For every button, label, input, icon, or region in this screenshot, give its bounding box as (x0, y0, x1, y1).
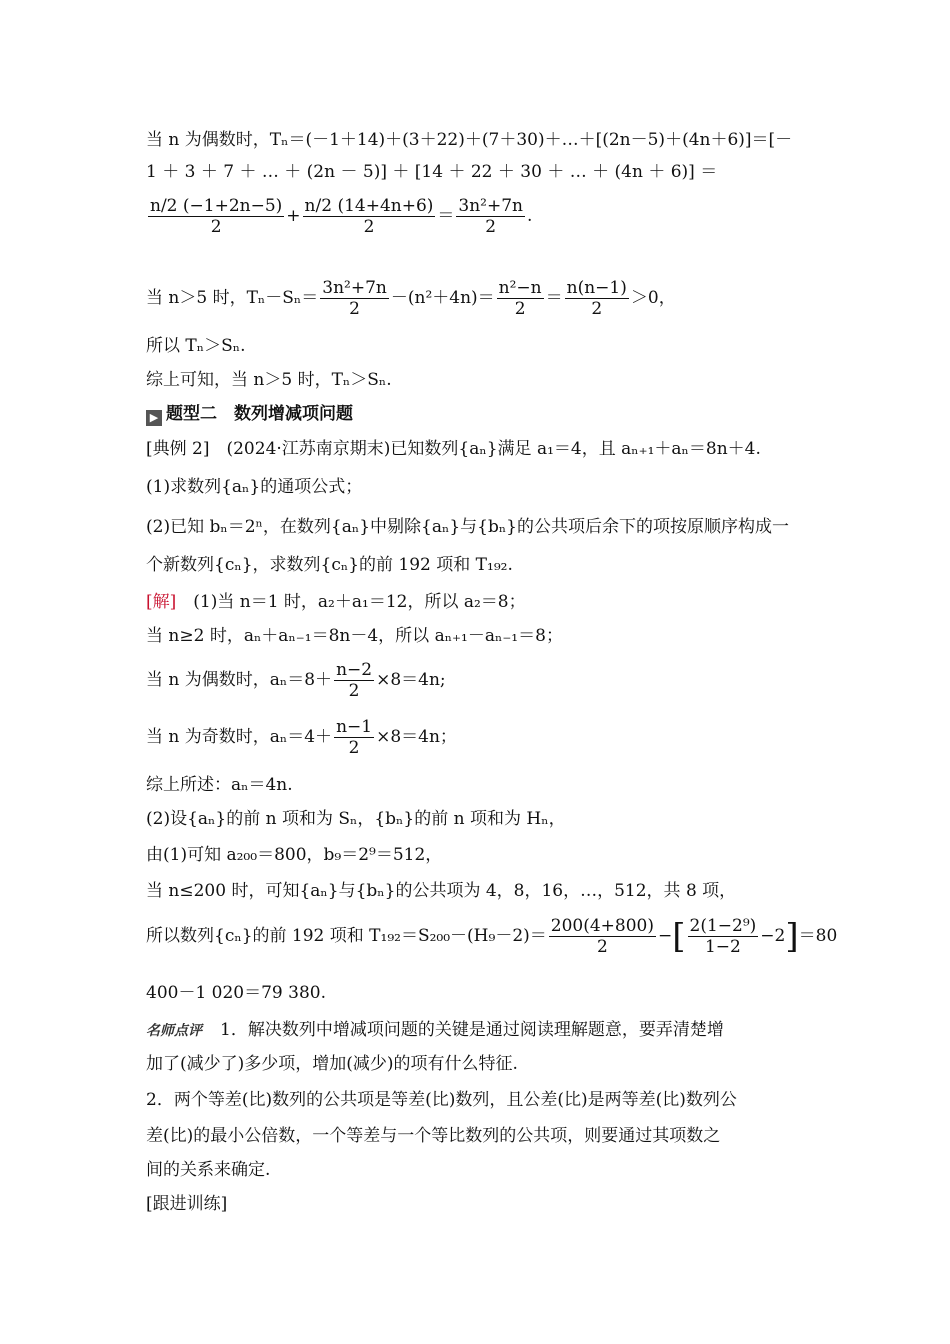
fraction (334, 717, 374, 758)
text: ×8＝4n； (376, 727, 457, 747)
text: 当 n 为偶数时，aₙ＝8＋ (146, 670, 333, 690)
text-line: 当 n 为偶数时，Tₙ＝(－1＋14)＋(3＋22)＋(7＋30)＋…＋[(2n－5)＋(4n＋6)]＝[－ (146, 130, 793, 150)
text-line: 综上所述：aₙ＝4n. (146, 775, 293, 795)
text: ＞0， (630, 288, 676, 308)
text-line: 当 n≥2 时，aₙ＋aₙ₋₁＝8n－4，所以 aₙ₊₁－aₙ₋₁＝8； (146, 626, 563, 646)
formula-line (146, 660, 446, 701)
text: 当 n＞5 时，Tₙ－Sₙ＝ (146, 288, 319, 308)
fraction (549, 916, 656, 957)
numerator: 200(4+800) (550, 916, 654, 936)
text-line: 2．两个等差(比)数列的公共项是等差(比)数列，且公差(比)是两等差(比)数列公 (146, 1090, 737, 1110)
denominator: 2 (514, 299, 526, 319)
operator: + (286, 206, 301, 226)
fraction (334, 660, 374, 701)
denominator: 2 (348, 681, 360, 701)
heading-text: 题型二 数列增减项问题 (166, 404, 353, 424)
right-bracket: ] (785, 916, 799, 957)
operator: − (658, 926, 673, 946)
text-line: 400－1 020＝79 380. (146, 983, 327, 1003)
left-bracket: [ (672, 916, 686, 957)
numerator: n/2 (14+4n+6) (304, 196, 434, 216)
text: (1)当 n＝1 时，a₂＋a₁＝12，所以 a₂＝8； (176, 592, 526, 612)
numerator: n(n−1) (566, 278, 627, 298)
text: ＝80 (798, 926, 838, 946)
text-line: 由(1)可知 a₂₀₀＝800，b₉＝2⁹＝512， (146, 845, 443, 865)
denominator: 2 (348, 738, 360, 758)
fraction (688, 916, 759, 957)
text-line: (2)设{aₙ}的前 n 项和为 Sₙ，{bₙ}的前 n 项和为 Hₙ， (146, 809, 566, 829)
denominator: 2 (591, 299, 603, 319)
text: 当 n 为奇数时，aₙ＝4＋ (146, 727, 333, 747)
formula-line (146, 916, 837, 957)
text-line: 当 n≤200 时，可知{aₙ}与{bₙ}的公共项为 4，8，16，…，512，共 8 项， (146, 881, 737, 901)
text: 1．解决数列中增减项问题的关键是通过阅读理解题意，要弄清楚增 (220, 1020, 724, 1040)
solution-tag: [解] (146, 592, 177, 612)
text-line: [跟进训练] (146, 1194, 228, 1214)
text: －(n²＋4n)＝ (390, 288, 495, 308)
text-line: [典例 2] (2024·江苏南京期末)已知数列{aₙ}满足 a₁＝4，且 aₙ₊₁＋aₙ＝8n＋4. (146, 439, 761, 459)
punct: . (527, 206, 533, 226)
text-line: (1)求数列{aₙ}的通项公式； (146, 477, 363, 497)
denominator: 2 (349, 299, 360, 319)
teacher-comment-badge: 名师点评 (146, 1023, 202, 1039)
text-line: 1 ＋ 3 ＋ 7 ＋ … ＋ (2n － 5)] ＋ [14 ＋ 22 ＋ 30 ＋ … ＋ (4n ＋ 6)] ＝ (146, 162, 718, 182)
numerator: n−2 (336, 660, 373, 680)
fraction (456, 196, 525, 237)
operator: ＝ (545, 288, 563, 308)
numerator: 2(1−2⁹) (689, 916, 757, 936)
text: ×8＝4n; (376, 670, 446, 690)
text-line: 间的关系来确定. (146, 1160, 271, 1180)
text-line: (2)已知 bₙ＝2ⁿ，在数列{aₙ}中剔除{aₙ}与{bₙ}的公共项后余下的项按原顺序构成一 (146, 517, 790, 537)
formula-line (146, 717, 457, 758)
numerator: 3n²+7n (322, 278, 387, 298)
section-heading (146, 402, 353, 426)
fraction (565, 278, 629, 319)
text-line (146, 590, 526, 614)
fraction (497, 278, 544, 319)
text: −2 (760, 926, 786, 946)
text-line: 所以 Tₙ＞Sₙ. (146, 336, 246, 356)
fraction (303, 196, 436, 237)
formula-line (146, 196, 532, 237)
numerator: 3n²+7n (458, 196, 524, 216)
denominator: 1−2 (704, 937, 741, 957)
denominator: 2 (596, 937, 608, 957)
formula-line (146, 278, 676, 319)
denominator: 2 (363, 217, 375, 237)
text-line: 差(比)的最小公倍数，一个等差与一个等比数列的公共项，则要通过其项数之 (146, 1126, 721, 1146)
numerator: n²−n (498, 278, 542, 298)
text-line: 个新数列{cₙ}，求数列{cₙ}的前 192 项和 T₁₉₂. (146, 555, 513, 575)
text-line: 加了(减少了)多少项，增加(减少)的项有什么特征. (146, 1054, 518, 1074)
fraction (320, 278, 389, 319)
fraction (148, 196, 284, 237)
text: 所以数列{cₙ}的前 192 项和 T₁₉₂＝S₂₀₀－(H₉－2)＝ (146, 926, 547, 946)
numerator: n/2 (−1+2n−5) (150, 196, 283, 216)
operator: ＝ (437, 206, 455, 226)
text-line (146, 1018, 724, 1043)
text-line: 综上可知，当 n＞5 时，Tₙ＞Sₙ. (146, 370, 392, 390)
play-icon: ▶ (146, 410, 162, 426)
numerator: n−1 (336, 717, 373, 737)
denominator: 2 (485, 217, 497, 237)
denominator: 2 (210, 217, 222, 237)
